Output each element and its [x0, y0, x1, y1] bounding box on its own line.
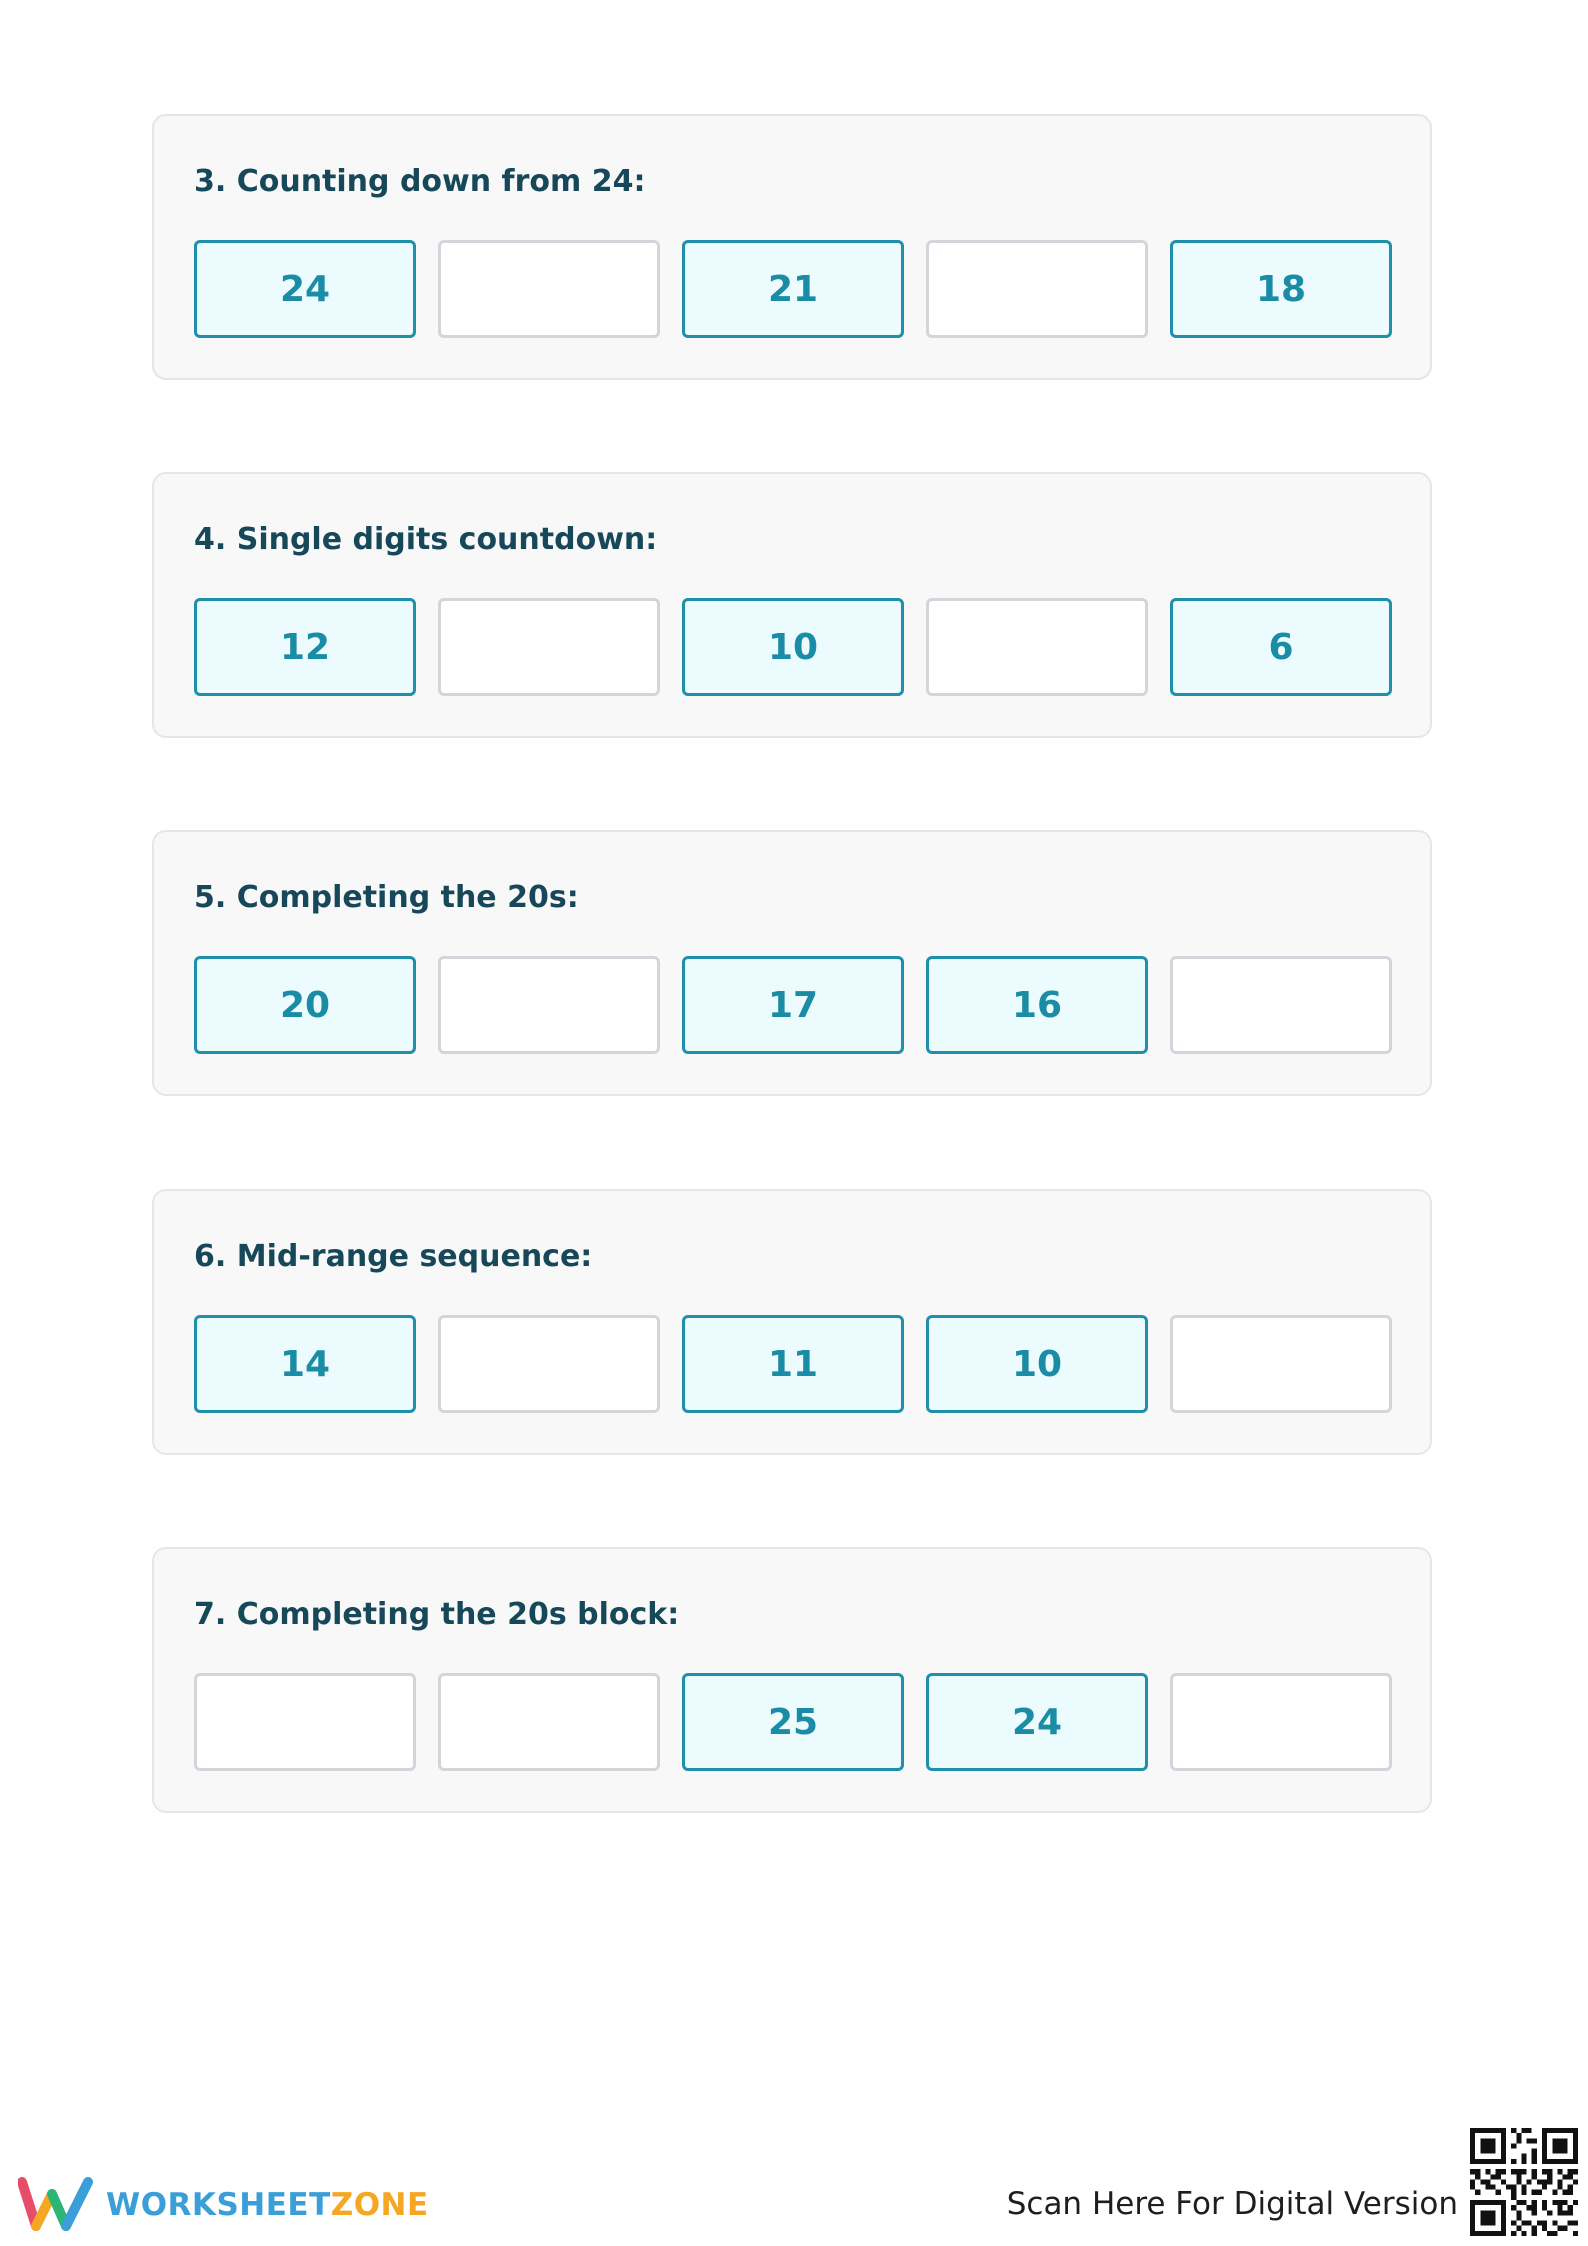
number-box: 21: [682, 240, 904, 338]
number-box: 25: [682, 1673, 904, 1771]
question-title: 4. Single digits countdown:: [194, 522, 658, 557]
number-box: 20: [194, 956, 416, 1054]
number-box: 14: [194, 1315, 416, 1413]
answer-box[interactable]: [438, 1315, 660, 1413]
answer-box[interactable]: [438, 240, 660, 338]
answer-box[interactable]: [194, 1673, 416, 1771]
number-box: 10: [926, 1315, 1148, 1413]
worksheetzone-w-logo-icon: [18, 2176, 94, 2234]
number-sequence: [194, 240, 1392, 338]
answer-box[interactable]: [438, 1673, 660, 1771]
question-section-5: [152, 830, 1432, 1096]
number-box: 11: [682, 1315, 904, 1413]
number-sequence: [194, 956, 1392, 1054]
question-title: 6. Mid-range sequence:: [194, 1239, 593, 1274]
number-box: 18: [1170, 240, 1392, 338]
answer-box[interactable]: [438, 956, 660, 1054]
question-section-7: [152, 1547, 1432, 1813]
number-sequence: [194, 598, 1392, 696]
logo-text-worksheet: WORKSHEET: [106, 2187, 331, 2223]
question-section-4: [152, 472, 1432, 738]
question-title: 7. Completing the 20s block:: [194, 1597, 680, 1632]
number-box: 24: [194, 240, 416, 338]
number-box: 24: [926, 1673, 1148, 1771]
qr-code-icon[interactable]: [1470, 2128, 1578, 2236]
number-sequence: [194, 1673, 1392, 1771]
scan-instruction: Scan Here For Digital Version: [1006, 2186, 1458, 2222]
number-box: 16: [926, 956, 1148, 1054]
question-title: 3. Counting down from 24:: [194, 164, 646, 199]
question-section-3: [152, 114, 1432, 380]
answer-box[interactable]: [1170, 1673, 1392, 1771]
answer-box[interactable]: [1170, 956, 1392, 1054]
question-title: 5. Completing the 20s:: [194, 880, 579, 915]
number-box: 17: [682, 956, 904, 1054]
answer-box[interactable]: [926, 598, 1148, 696]
number-sequence: [194, 1315, 1392, 1413]
number-box: 12: [194, 598, 416, 696]
number-box: 6: [1170, 598, 1392, 696]
logo-text: [106, 2187, 429, 2223]
answer-box[interactable]: [1170, 1315, 1392, 1413]
number-box: 10: [682, 598, 904, 696]
logo-text-zone: ZONE: [330, 2187, 429, 2223]
question-section-6: [152, 1189, 1432, 1455]
worksheetzone-logo[interactable]: [18, 2176, 429, 2234]
answer-box[interactable]: [926, 240, 1148, 338]
answer-box[interactable]: [438, 598, 660, 696]
